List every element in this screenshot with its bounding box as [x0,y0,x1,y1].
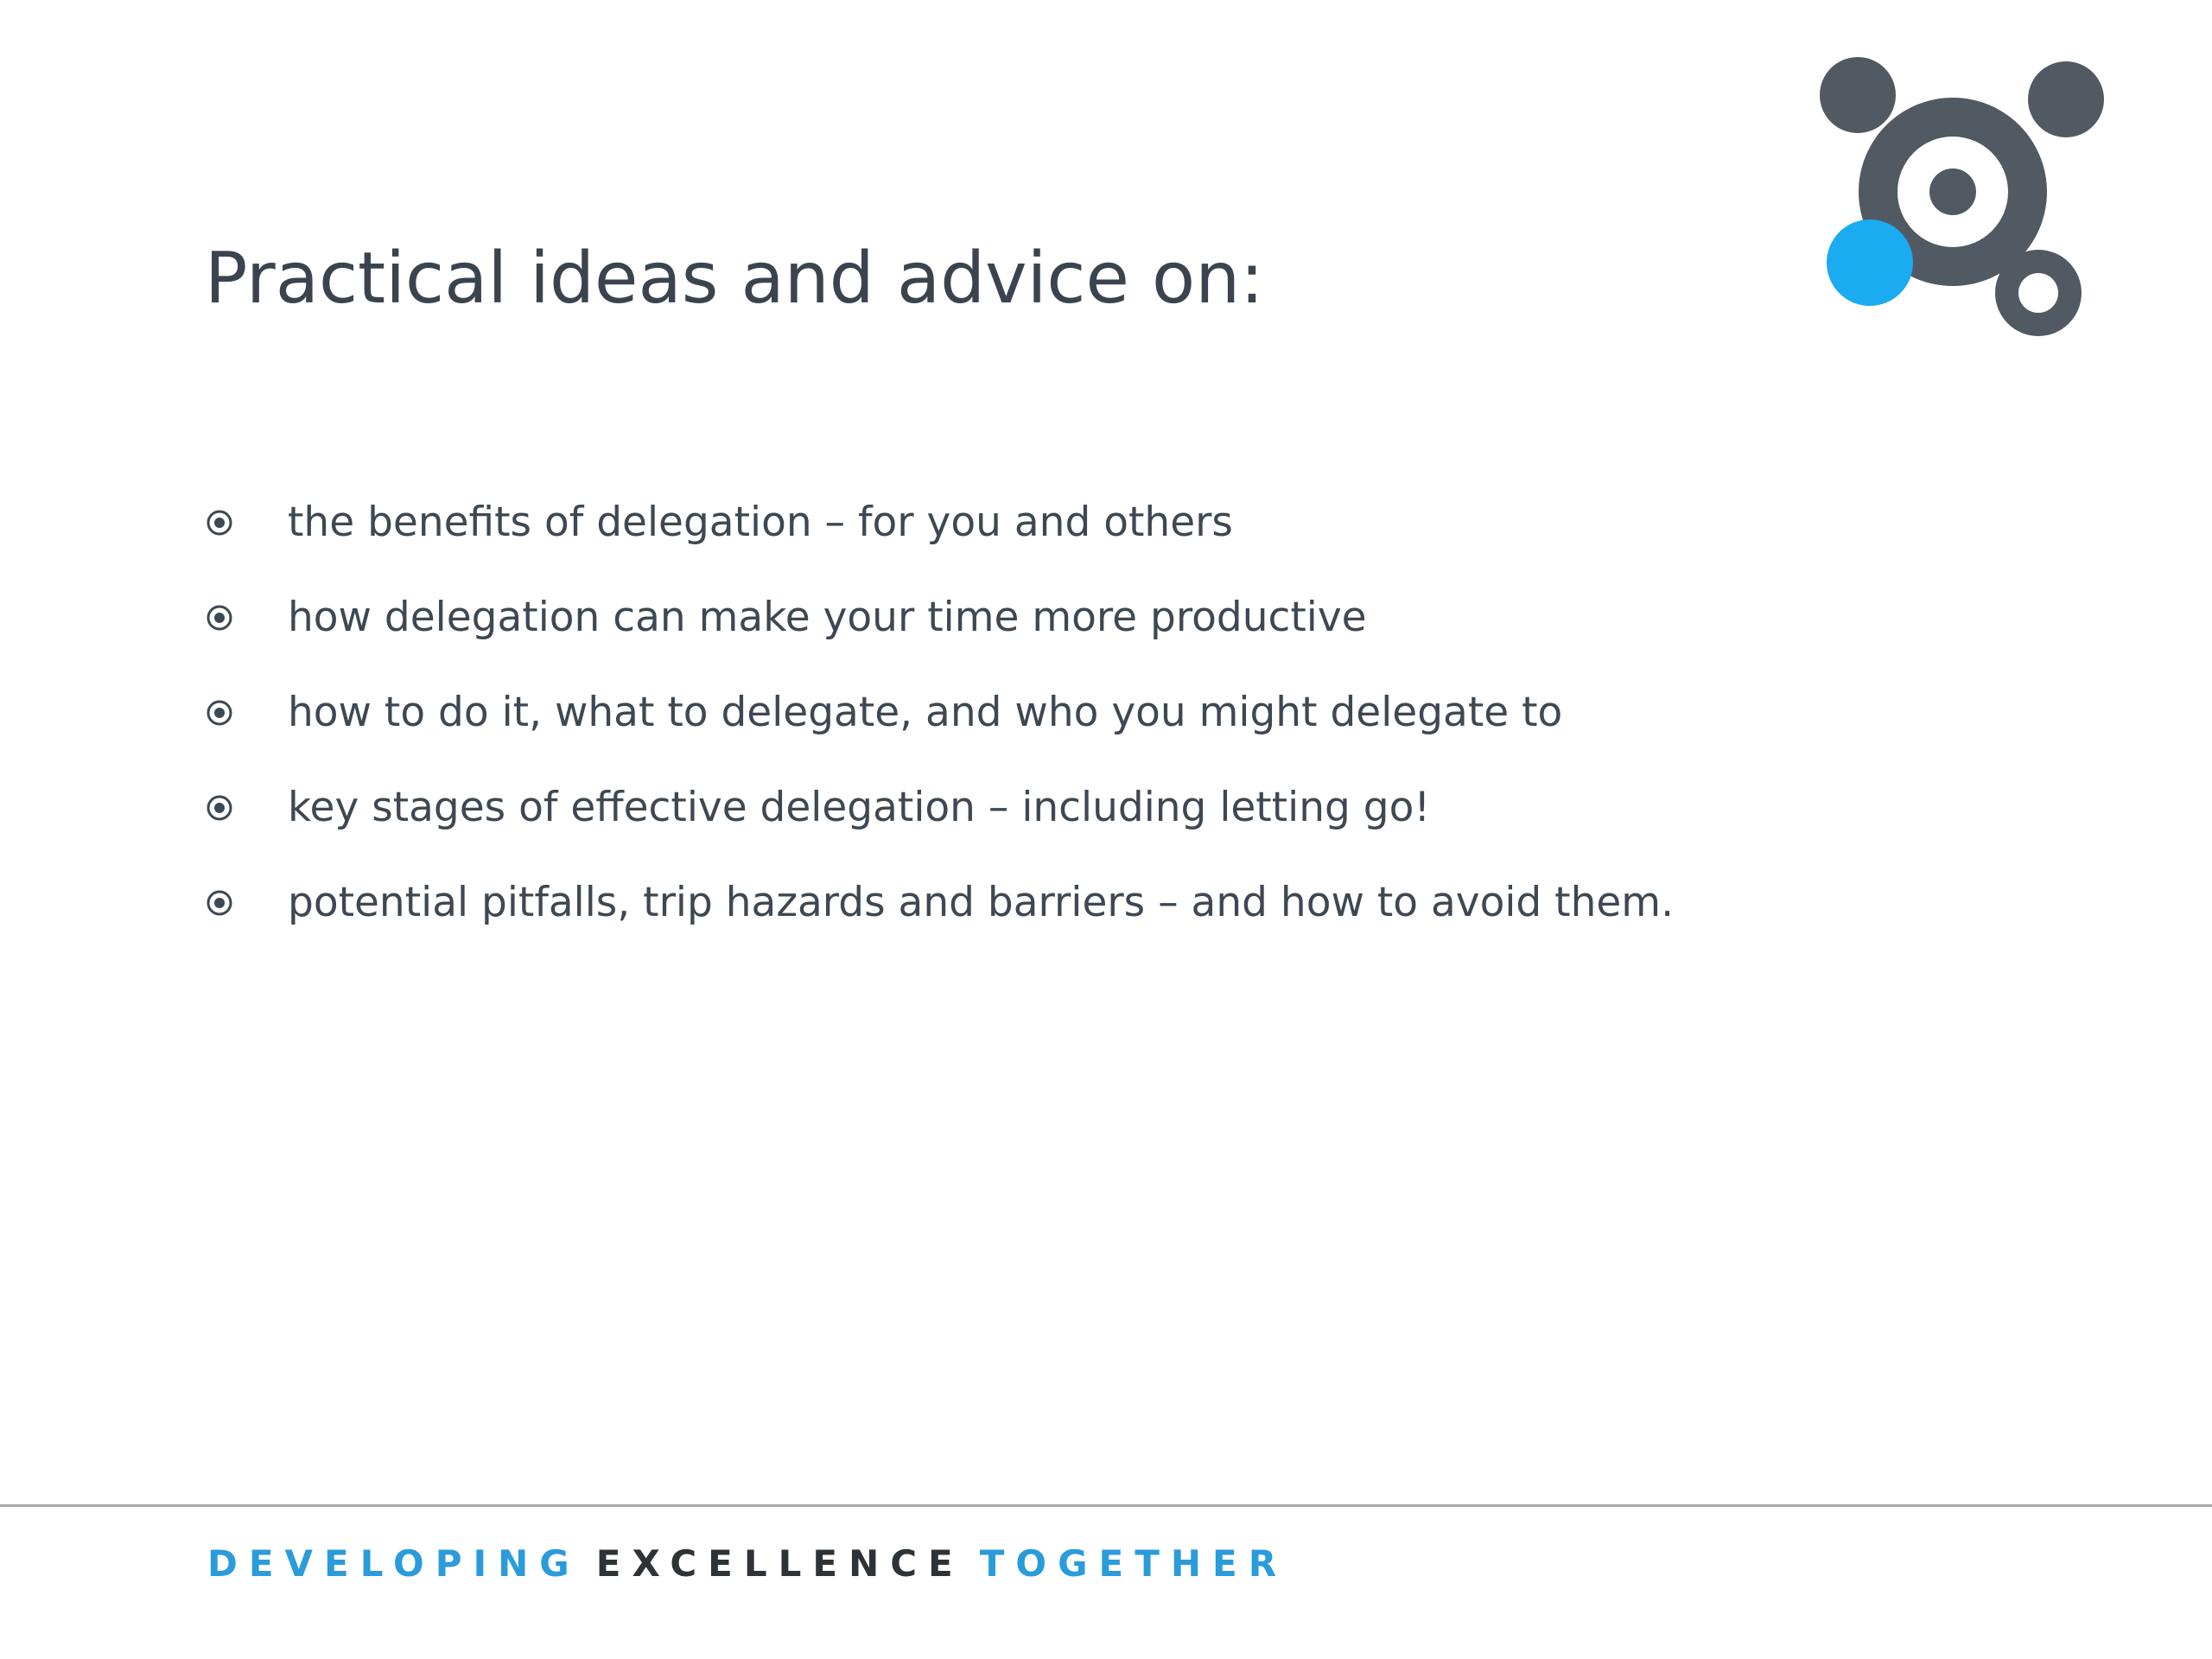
list-item [205,760,1674,855]
circled-dot-icon [205,888,234,918]
list-item [205,855,1674,950]
bullet-text: the benefits of delegation – for you and others [288,499,1233,546]
footer-divider [0,1504,2212,1507]
circled-dot-icon [205,603,234,632]
tagline-word-together: TOGETHER [979,1542,1288,1585]
circled-dot-icon [205,698,234,728]
circled-dot-icon [205,508,234,537]
bullet-text: potential pitfalls, trip hazards and barriers – and how to avoid them. [288,879,1675,926]
circled-dot-icon [205,793,234,823]
tagline-word-developing: DEVELOPING [207,1542,581,1585]
bullet-text: how delegation can make your time more productive [288,594,1367,641]
list-item [205,475,1674,570]
slide-title: Practical ideas and advice on: [205,238,1264,320]
footer-tagline [207,1538,1287,1590]
bullet-list [205,475,1674,950]
bullet-text: key stages of effective delegation – including letting go! [288,784,1431,831]
list-item [205,665,1674,760]
list-item [205,570,1674,665]
tagline-word-excellence: EXCELLENCE [595,1542,964,1585]
company-logo-icon [1815,52,2108,354]
bullet-text: how to do it, what to delegate, and who you might delegate to [288,689,1563,736]
